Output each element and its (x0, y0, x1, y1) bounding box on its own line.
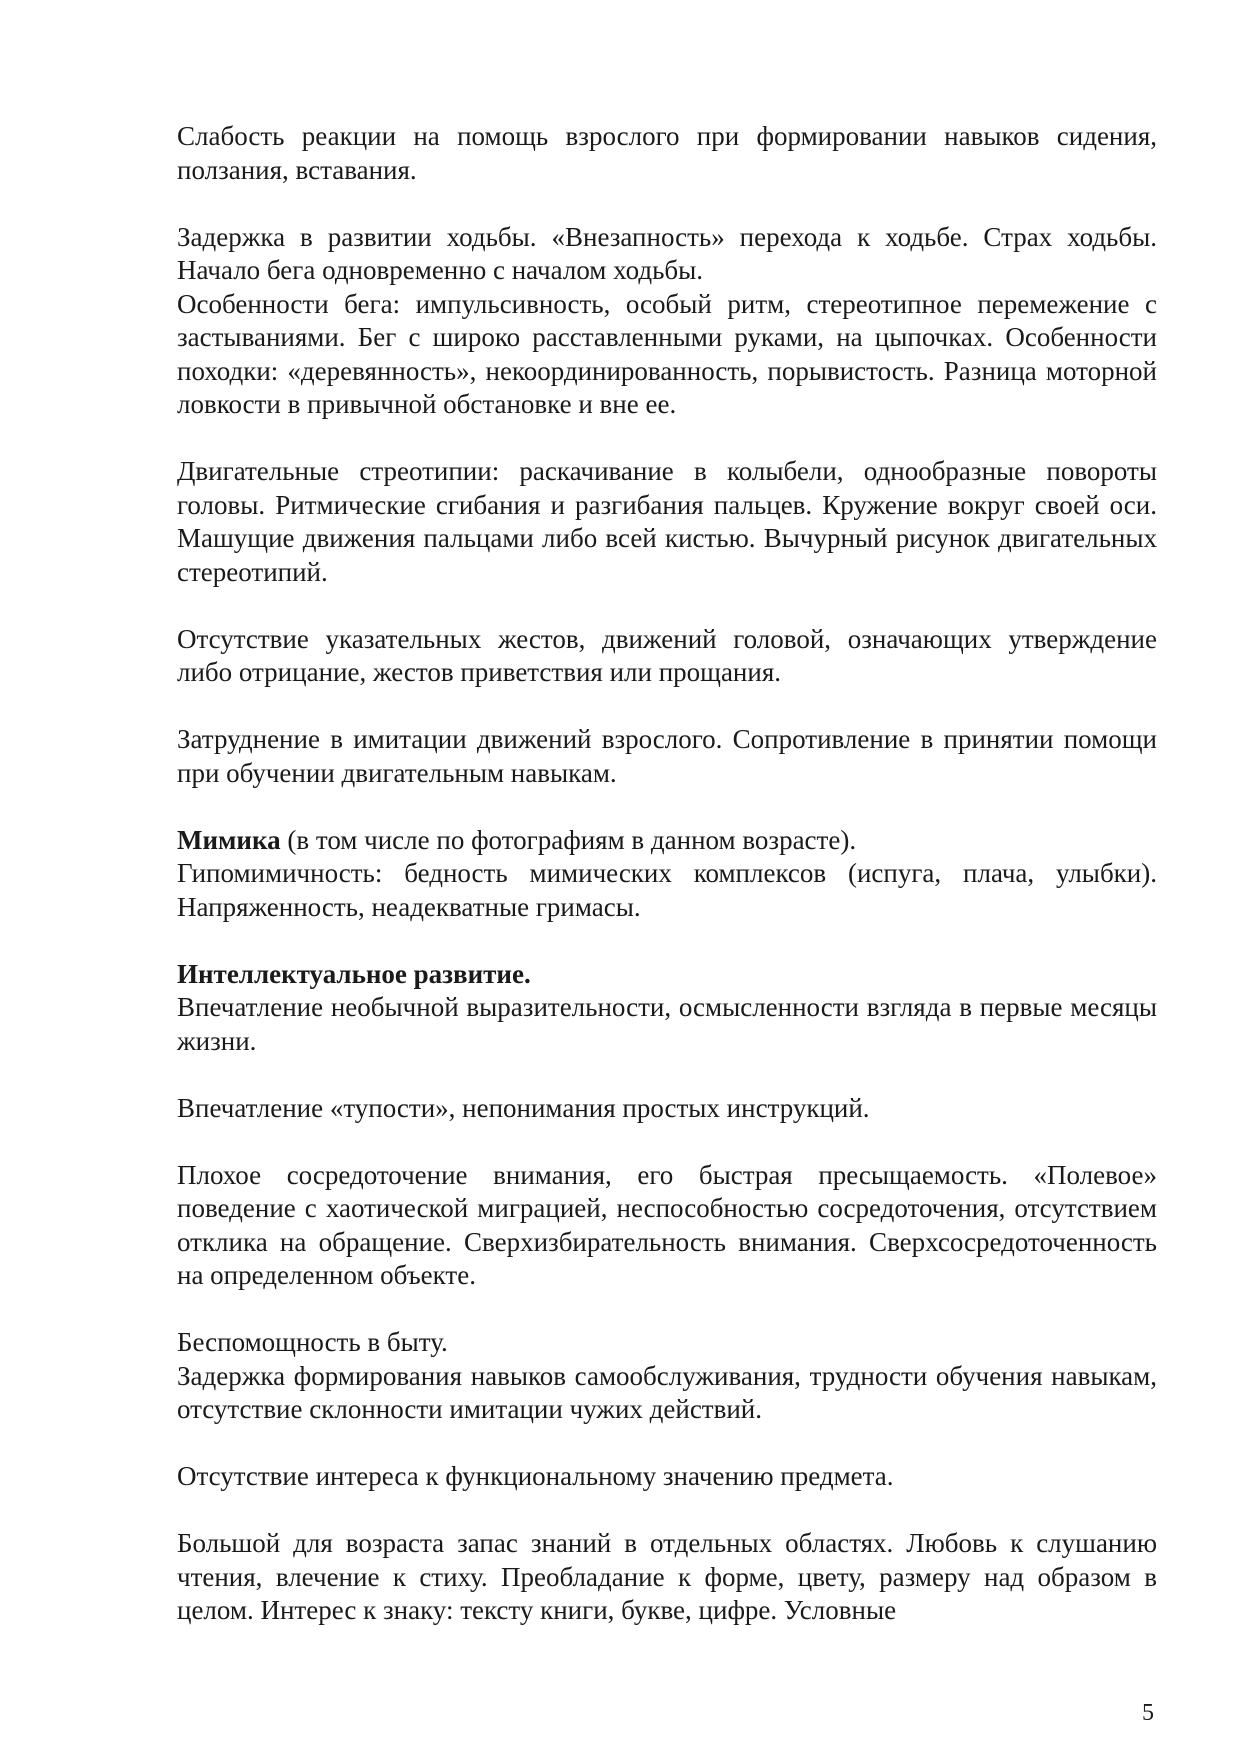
paragraph-attention: Плохое сосредоточение внимания, его быстрая пресыщаемость. «Полевое» поведение с хаотической миграцией, неспособностью сосредоточения, отсутствием отклика на обращение. Сверхизбирательность внимания. Сверхсосредоточенность на определенном объекте. (177, 1159, 1157, 1290)
paragraph-weak-reaction: Слабость реакции на помощь взрослого при формировании навыков сидения, ползания, вставания. (177, 121, 1157, 185)
mimicry-heading: Мимика (177, 824, 281, 855)
page-number: 5 (1142, 1700, 1154, 1726)
paragraph-helplessness: Беспомощность в быту. (177, 1327, 448, 1357)
paragraph-running-features: Особенности бега: импульсивность, особый ритм, стереотипное перемежение с застываниями. Бег с широко расставленными руками, на цыпочках. Особенности походки: «деревянность», некоординированность, порывистость. Разница моторной ловкости в привычной обстановке и вне ее. (177, 288, 1157, 419)
paragraph-self-care-delay: Задержка формирования навыков самообслуживания, трудности обучения навыкам, отсутствие склонности имитации чужих действий. (177, 1360, 1157, 1424)
mimicry-note: (в том числе по фотографиям в данном возрасте). (280, 824, 857, 855)
paragraph-mimicry (177, 824, 1157, 858)
paragraph-walking-delay: Задержка в развитии ходьбы. «Внезапность» перехода к ходьбе. Страх ходьбы. Начало бега одновременно с началом ходьбы. (177, 221, 1157, 285)
section-heading-intellect: Интеллектуальное развитие. (177, 958, 531, 989)
paragraph-expressive-gaze: Впечатление необычной выразительности, осмысленности взгляда в первые месяцы жизни. (177, 992, 1157, 1056)
paragraph-hypomimia: Гипомимичность: бедность мимических комплексов (испуга, плача, улыбки). Напряженность, неадекватные гримасы. (177, 858, 1157, 922)
paragraph-motor-stereotypies: Двигательные стреотипии: раскачивание в колыбели, однообразные повороты головы. Ритмические сгибания и разгибания пальцев. Кружение вокруг своей оси. Машущие движения пальцами либо всей кистью. Вычурный рисунок двигательных стереотипий. (177, 456, 1157, 587)
paragraph-knowledge: Большой для возраста запас знаний в отдельных областях. Любовь к слушанию чтения, влечение к стиху. Преобладание к форме, цвету, размеру над образом в целом. Интерес к знаку: тексту книги, букве, цифре. Условные (177, 1528, 1157, 1625)
paragraph-absence-gestures: Отсутствие указательных жестов, движений головой, означающих утверждение либо отрицание, жестов приветствия или прощания. (177, 623, 1157, 687)
paragraph-imitation-difficulty: Затруднение в имитации движений взрослого. Сопротивление в принятии помощи при обучении двигательным навыкам. (177, 724, 1157, 788)
page-body (177, 120, 1157, 1628)
paragraph-dullness: Впечатление «тупости», непонимания простых инструкций. (177, 1092, 870, 1123)
paragraph-functional-interest: Отсутствие интереса к функциональному значению предмета. (177, 1461, 894, 1491)
